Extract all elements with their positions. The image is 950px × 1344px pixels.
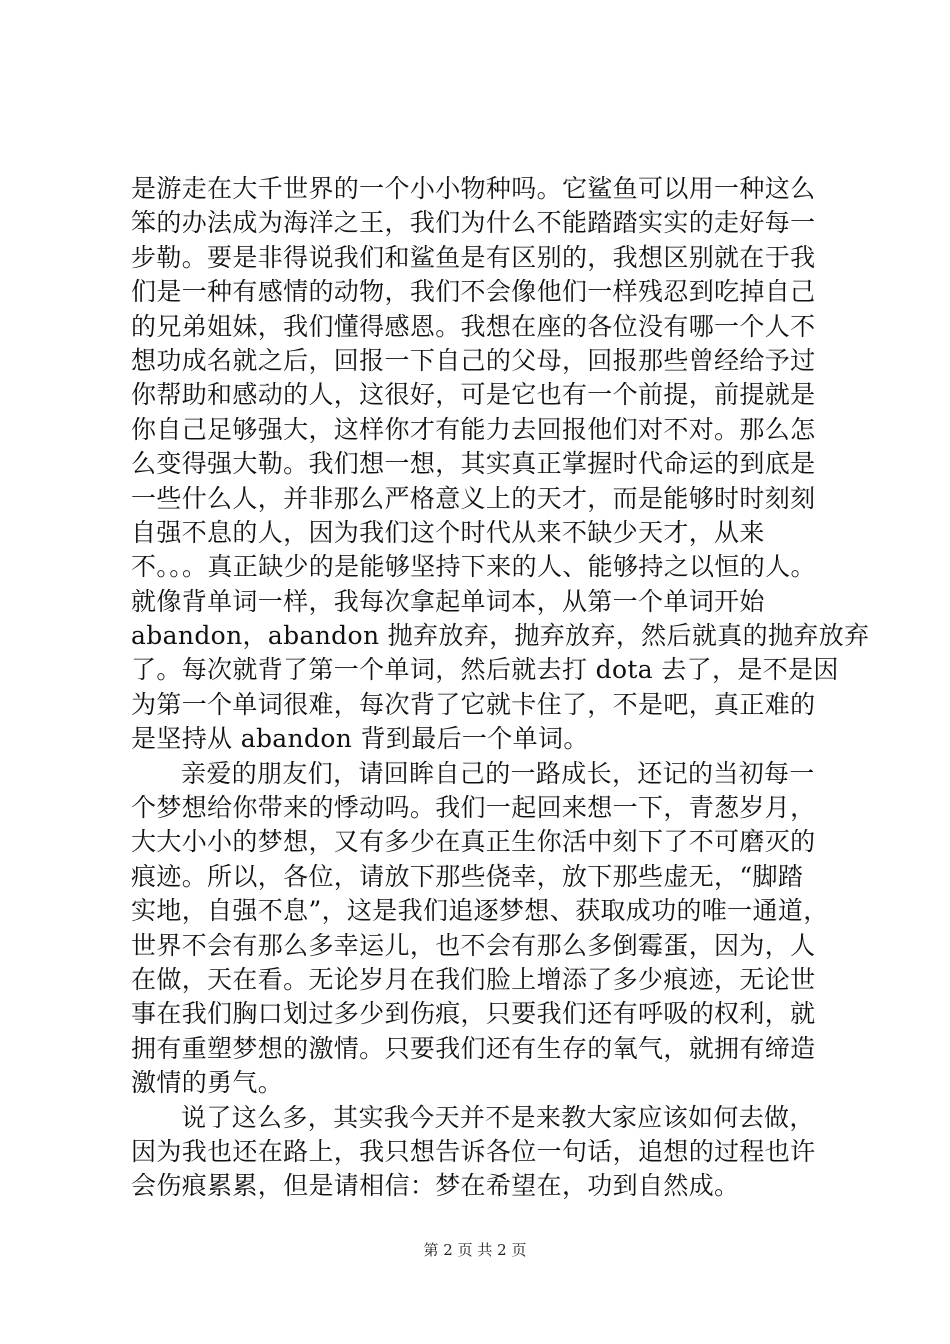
text-line: 个梦想给你带来的悸动吗。我们一起回来想一下，青葱岁月， xyxy=(131,793,816,823)
text-line: 会伤痕累累，但是请相信：梦在希望在，功到自然成。 xyxy=(131,1171,740,1201)
text-line: 们是一种有感情的动物，我们不会像他们一样残忍到吃掉自己 xyxy=(131,277,816,307)
text-line: 么变得强大勒。我们想一想，其实真正掌握时代命运的到底是 xyxy=(131,449,816,479)
text-line: 因为我也还在路上，我只想告诉各位一句话，追想的过程也许 xyxy=(131,1136,816,1166)
text-line: abandon，abandon 抛弃放弃，抛弃放弃，然后就真的抛弃放弃 xyxy=(131,621,870,651)
text-line: 事在我们胸口划过多少到伤痕，只要我们还有呼吸的权利，就 xyxy=(131,999,816,1029)
text-line: 你帮助和感动的人，这很好，可是它也有一个前提，前提就是 xyxy=(131,380,816,410)
paragraph xyxy=(131,1101,831,1204)
text-line: 说了这么多，其实我今天并不是来教大家应该如何去做， xyxy=(181,1102,815,1132)
text-line: 就像背单词一样，我每次拿起单词本，从第一个单词开始 xyxy=(131,586,765,616)
text-line: 痕迹。所以，各位，请放下那些侥幸，放下那些虚无，“脚踏 xyxy=(131,861,804,891)
text-line: 想功成名就之后，回报一下自己的父母，回报那些曾经给予过 xyxy=(131,345,816,375)
text-line: 是坚持从 abandon 背到最后一个单词。 xyxy=(131,724,589,754)
text-line: 了。每次就背了第一个单词，然后就去打 dota 去了，是不是因 xyxy=(131,655,839,685)
text-line: 是游走在大千世界的一个小小物种吗。它鲨鱼可以用一种这么 xyxy=(131,174,816,203)
text-line: 实地，自强不息”，这是我们追逐梦想、获取成功的唯一通道， xyxy=(131,896,829,926)
text-line: 不。。。真正缺少的是能够坚持下来的人、能够持之以恒的人。 xyxy=(131,552,816,582)
text-line: 亲爱的朋友们，请回眸自己的一路成长，还记的当初每一 xyxy=(181,758,815,788)
text-line: 一些什么人，并非那么严格意义上的天才，而是能够时时刻刻 xyxy=(131,483,816,513)
text-line: 拥有重塑梦想的激情。只要我们还有生存的氧气，就拥有缔造 xyxy=(131,1033,816,1063)
text-line: 大大小小的梦想，又有多少在真正生你活中刻下了不可磨灭的 xyxy=(131,827,816,857)
paragraph xyxy=(131,757,831,1101)
page-footer: 第 2 页 共 2 页 xyxy=(423,1241,527,1259)
text-line: 步勒。要是非得说我们和鲨鱼是有区别的，我想区别就在于我 xyxy=(131,242,816,272)
text-line: 为第一个单词很难，每次背了它就卡住了，不是吧，真正难的 xyxy=(131,689,816,719)
text-line: 笨的办法成为海洋之王，我们为什么不能踏踏实实的走好每一 xyxy=(131,208,816,238)
text-line: 的兄弟姐妹，我们懂得感恩。我想在座的各位没有哪一个人不 xyxy=(131,311,816,341)
text-line: 激情的勇气。 xyxy=(131,1068,284,1098)
document-body xyxy=(131,172,870,1204)
text-line: 自强不息的人，因为我们这个时代从来不缺少天才，从来 xyxy=(131,517,765,547)
text-line: 你自己足够强大，这样你才有能力去回报他们对不对。那么怎 xyxy=(131,414,816,444)
text-line: 世界不会有那么多幸运儿，也不会有那么多倒霉蛋，因为，人 xyxy=(131,930,816,960)
paragraph xyxy=(131,172,870,757)
text-line: 在做，天在看。无论岁月在我们脸上增添了多少痕迹，无论世 xyxy=(131,964,816,994)
